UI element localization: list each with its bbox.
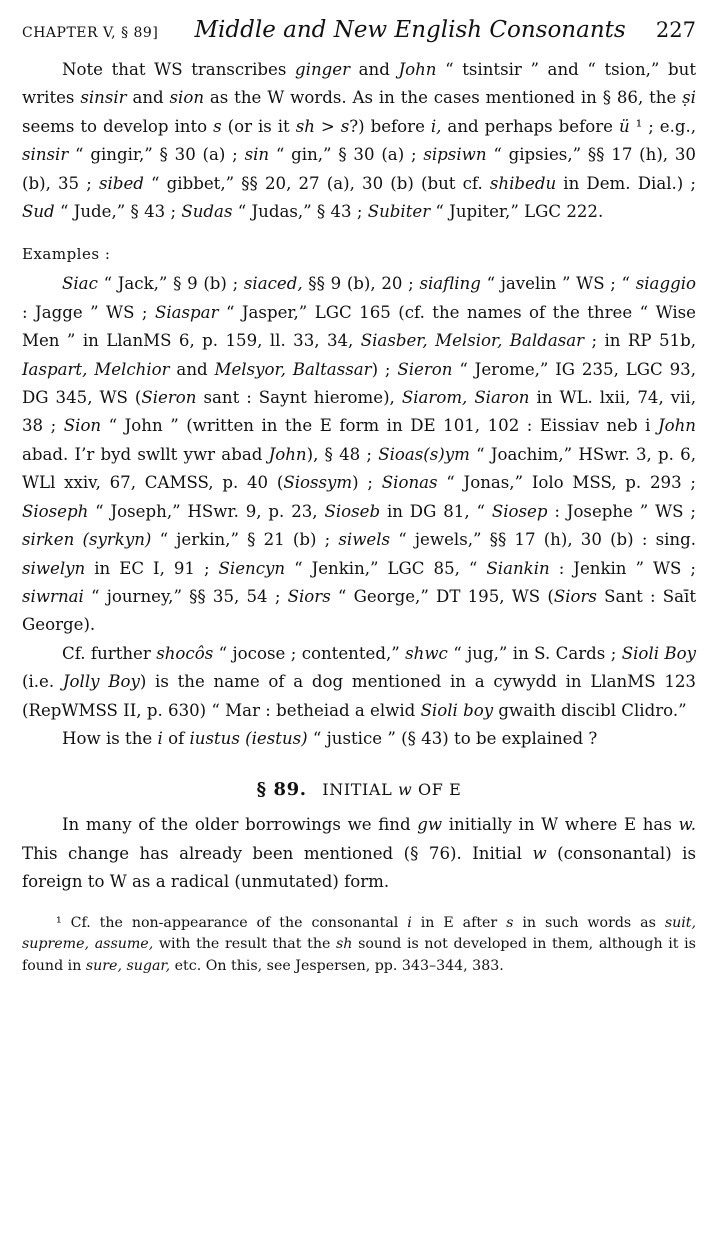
text-run: ¹ ; e.g., — [629, 116, 697, 136]
italic-run: i — [407, 914, 412, 931]
italic-run: Jolly Boy — [62, 672, 140, 692]
italic-run: Sud — [22, 202, 55, 222]
text-run: “ Jenkin,” LGC 85, “ — [285, 558, 487, 578]
text-run: “ jerkin,” § 21 (b) ; — [151, 530, 339, 550]
text-run: : Josephe ” WS ; — [547, 501, 696, 521]
text-run: Note that WS transcribes — [62, 60, 296, 79]
italic-run: Sieron — [397, 359, 453, 379]
section-title-post: OF E — [412, 780, 462, 800]
section-heading — [22, 775, 696, 805]
italic-run: John — [657, 416, 696, 436]
text-run: in such words as — [513, 914, 665, 931]
text-run: gwaith discibl Clidro.” — [493, 700, 687, 720]
section-title-pre: INITIAL — [322, 780, 398, 800]
italic-run: Sionas — [381, 473, 438, 493]
text-run: (i.e. — [22, 672, 63, 692]
italic-run: sion — [169, 88, 205, 108]
text-run: as the W words. As in the cases mentioned in § 86, the — [204, 88, 683, 108]
text-run: and — [126, 88, 170, 108]
question-paragraph — [22, 725, 696, 753]
text-run: “ justice ” (§ 43) to be explained ? — [307, 728, 598, 748]
text-run: and — [169, 359, 215, 379]
italic-run: sh — [295, 116, 315, 136]
text-run: in WL. lxii, 74, vii, 38 ; — [22, 388, 696, 436]
text-run: : Jagge ” WS ; — [22, 302, 155, 322]
examples-paragraph — [22, 270, 696, 639]
text-run: This change has already been mentioned (§ 76). Initial — [22, 843, 533, 863]
italic-run: Siankin — [486, 558, 550, 578]
text-run: “ Jerome,” IG 235, LGC 93, DG 345, WS ( — [22, 359, 696, 408]
chapter-reference: CHAPTER V, § 89] — [22, 25, 159, 41]
text-run: etc. On this, see Jespersen, pp. 343–344, 383. — [170, 957, 504, 974]
text-run: “ Jude,” § 43 ; — [54, 202, 182, 222]
italic-run: sibed — [99, 173, 144, 193]
italic-run: sure, sugar, — [85, 957, 171, 974]
text-run: “ jug,” in S. Cards ; — [447, 643, 622, 663]
italic-run: Sioseph — [22, 501, 89, 521]
text-run: (or is it — [221, 116, 296, 136]
italic-run: Siasber, Melsior, Baldasar — [360, 331, 585, 351]
text-run: “ Joseph,” HSwr. 9, p. 23, — [88, 501, 325, 521]
italic-run: Siors — [553, 586, 597, 606]
text-run: ), § 48 ; — [306, 444, 379, 464]
text-run: “ javelin ” WS ; “ — [480, 274, 636, 294]
examples-heading: Examples : — [22, 245, 111, 264]
text-run: “ Jack,” § 9 (b) ; — [97, 274, 244, 294]
italic-run: Melsyor, Baltassar — [214, 359, 372, 379]
text-run: sound is not developed in them, although it is found in — [22, 936, 696, 974]
text-run: with the result that the — [153, 936, 337, 953]
text-run: “ jocose ; contented,” — [213, 643, 406, 663]
italic-run: John — [398, 60, 437, 79]
italic-run: Subiter — [367, 202, 431, 222]
italic-run: Iaspart, Melchior — [22, 359, 170, 379]
text-run: sant : Saynt hierome), — [196, 388, 402, 408]
text-run: §§ 9 (b), 20 ; — [302, 274, 420, 294]
italic-run: w. — [678, 815, 696, 835]
italic-run: i — [157, 728, 163, 748]
italic-run: shibedu — [489, 173, 557, 193]
italic-run: siwels — [338, 530, 391, 550]
italic-run: iustus (iestus) — [189, 728, 308, 748]
text-run: ?) before — [349, 116, 431, 136]
italic-run: Siors — [287, 586, 331, 606]
text-run: in DG 81, “ — [380, 501, 492, 521]
text-run: Sant : Saīt George). — [22, 586, 696, 635]
section-number: § 89. — [256, 779, 307, 801]
italic-run: siaggio — [635, 274, 696, 294]
text-run: “ gibbet,” §§ 20, 27 (a), 30 (b) (but cf. — [143, 173, 490, 193]
text-run: ) ; — [371, 359, 398, 379]
text-run: “ tsintsir ” and “ tsion,” but writes — [22, 60, 696, 108]
text-run: > — [314, 116, 341, 136]
italic-run: w — [532, 843, 547, 863]
italic-run: shocôs — [156, 643, 214, 663]
italic-run: Sioli boy — [420, 700, 494, 720]
footnote — [22, 913, 696, 978]
italic-run: suit, supreme, assume, — [22, 914, 696, 953]
text-run: “ Judas,” § 43 ; — [232, 202, 368, 222]
note-paragraph — [22, 56, 696, 226]
italic-run: sirken (syrkyn) — [22, 530, 152, 550]
text-run: in E after — [411, 914, 507, 931]
text-run: ¹ Cf. the non-appearance of the consonantal — [56, 914, 408, 931]
text-run: ) is the name of a dog mentioned in a cywydd in LlanMS 123 (RepWMSS II, p. 630) “ Mar : betheiad a elwid — [22, 672, 696, 720]
running-title: Middle and New English Consonants — [194, 17, 626, 43]
italic-run: Sudas — [181, 202, 233, 222]
italic-run: ginger — [295, 60, 351, 79]
text-run: (consonantal) is foreign to W as a radical (unmutated) form. — [22, 843, 697, 892]
text-run: and — [350, 60, 399, 79]
italic-run: Siaspar — [154, 302, 219, 322]
text-run: “ Joachim,” HSwr. 3, p. 6, WLl xxiv, 67, CAMSS, p. 40 ( — [22, 444, 696, 493]
text-run: “ gin,” § 30 (a) ; — [269, 145, 424, 165]
text-run: “ Jupiter,” LGC 222. — [430, 202, 604, 222]
italic-run: Sioas(s)ym — [378, 444, 470, 464]
text-run: “ gingir,” § 30 (a) ; — [68, 145, 245, 165]
text-run: initially in W where E has — [442, 815, 679, 835]
italic-run: s — [506, 914, 514, 931]
page — [22, 14, 696, 977]
italic-run: shwc — [405, 643, 448, 663]
italic-run: siaced, — [243, 274, 303, 294]
italic-run: Siencyn — [218, 558, 286, 578]
italic-run: Sioli Boy — [621, 643, 696, 663]
text-run: ; in RP 51b, — [584, 331, 696, 351]
italic-run: sipsiwn — [423, 145, 487, 165]
text-run: “ jewels,” §§ 17 (h), 30 (b) : sing. — [390, 530, 697, 550]
italic-run: sinsir — [22, 145, 69, 165]
italic-run: siafling — [419, 274, 481, 294]
section-title-letter: w — [398, 780, 413, 800]
italic-run: Siosep — [491, 501, 548, 521]
italic-run: sinsir — [80, 88, 127, 108]
italic-run: Siac — [62, 274, 98, 294]
text-run: abad. I’r byd swllt ywr abad — [22, 444, 269, 464]
italic-run: ṣi — [682, 88, 696, 108]
text-run: How is the — [62, 728, 158, 748]
italic-run: Sioseb — [324, 501, 381, 521]
italic-run: siwelyn — [22, 558, 86, 578]
text-run: “ Jasper,” LGC 165 (cf. the names of the three “ Wise Men ” in LlanMS 6, p. 159, ll. 33, 34, — [22, 302, 696, 351]
italic-run: Sion — [63, 416, 102, 436]
text-run: and perhaps before — [441, 116, 619, 136]
italic-run: gw — [417, 815, 443, 835]
italic-run: Siarom, Siaron — [401, 388, 530, 408]
text-run: in Dem. Dial.) ; — [556, 173, 697, 193]
text-run: : Jenkin ” WS ; — [549, 558, 696, 578]
text-run: in EC I, 91 ; — [85, 558, 219, 578]
text-run: “ journey,” §§ 35, 54 ; — [83, 586, 288, 606]
italic-run: John — [268, 444, 307, 464]
italic-run: i, — [430, 116, 442, 136]
italic-run: Siossym — [283, 473, 353, 493]
italic-run: ü — [618, 116, 630, 136]
text-run: “ Jonas,” Iolo MSS, p. 293 ; — [437, 473, 697, 493]
cf-paragraph — [22, 640, 696, 725]
text-run: of — [162, 728, 190, 748]
page-number: 227 — [655, 18, 696, 42]
running-header — [22, 14, 696, 46]
text-run: seems to develop into — [22, 116, 214, 136]
section-paragraph — [22, 811, 696, 896]
text-run: “ John ” (written in the E form in DE 101, 102 : Eissiav neb i — [101, 416, 658, 436]
text-run: “ George,” DT 195, WS ( — [330, 586, 554, 606]
italic-run: sh — [336, 936, 353, 953]
text-run: “ gipsies,” §§ 17 (h), 30 (b), 35 ; — [22, 145, 696, 193]
italic-run: s — [340, 116, 350, 136]
italic-run: Sieron — [141, 388, 197, 408]
text-run: In many of the older borrowings we find — [62, 815, 418, 835]
italic-run: sin — [244, 145, 270, 165]
italic-run: s — [213, 116, 222, 136]
text-run: Cf. further — [62, 643, 157, 663]
italic-run: siwrnai — [22, 586, 84, 606]
text-run: ) ; — [352, 473, 382, 493]
